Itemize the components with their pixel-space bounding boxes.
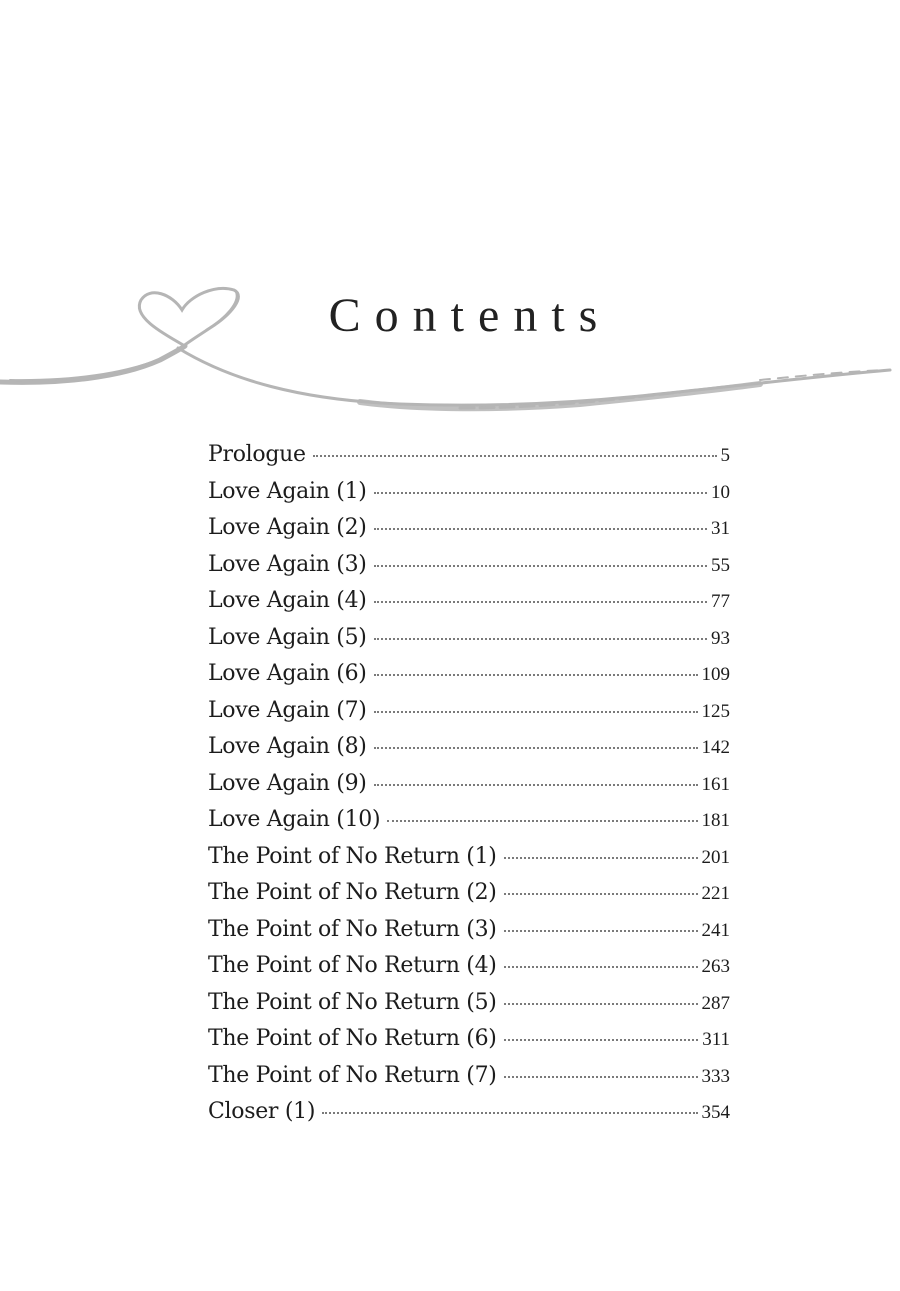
toc-entry-title: Love Again (3) [208,551,367,577]
dot-leader [504,1039,699,1041]
toc-entry-page: 109 [701,664,730,685]
toc-entry-page: 31 [711,518,730,539]
toc-entry[interactable] [208,729,730,766]
dot-leader [374,601,707,603]
toc-entry[interactable] [208,766,730,803]
toc-entry-page: 55 [711,554,730,576]
toc-entry-title: The Point of No Return (5) [208,989,497,1015]
toc-entry[interactable] [208,1021,730,1058]
toc-entry[interactable] [208,620,730,657]
toc-entry[interactable] [208,693,730,730]
toc-entry[interactable] [208,802,730,839]
toc-entry[interactable] [208,1058,730,1095]
toc-entry-title: Love Again (5) [208,624,367,650]
toc-entry-title: Love Again (9) [208,770,367,796]
toc-entry[interactable] [208,474,730,511]
toc-entry-title: Love Again (6) [208,661,367,686]
toc-entry[interactable] [208,985,730,1022]
toc-entry-page: 10 [711,481,730,503]
toc-entry-title: The Point of No Return (2) [208,880,497,905]
dot-leader [504,857,698,859]
toc-entry-page: 221 [701,883,730,904]
toc-entry-page: 77 [711,591,730,612]
toc-entry[interactable] [208,875,730,912]
toc-entry-page: 241 [701,919,730,941]
toc-entry-page: 161 [701,773,730,795]
toc-entry[interactable] [208,510,730,547]
toc-entry-title: The Point of No Return (6) [208,1026,497,1051]
toc-entry-page: 333 [701,1065,730,1087]
toc-entry[interactable] [208,583,730,620]
toc-entry-title: Love Again (10) [208,807,381,832]
dot-leader [504,893,698,895]
toc-entry[interactable] [208,839,730,876]
toc-entry-title: The Point of No Return (1) [208,843,497,869]
toc-entry-page: 181 [701,810,730,831]
toc-entry-title: Love Again (7) [208,697,367,723]
dot-leader [504,966,698,968]
toc-entry-title: The Point of No Return (3) [208,916,497,942]
toc-entry[interactable] [208,437,730,474]
dot-leader [374,784,698,786]
toc-entry[interactable] [208,1094,730,1131]
toc-entry-page: 201 [701,846,730,868]
toc-entry-page: 5 [720,445,730,466]
toc-entry[interactable] [208,656,730,693]
dot-leader [374,528,707,530]
dot-leader [374,492,707,494]
toc-entry-title: The Point of No Return (7) [208,1062,497,1088]
dot-leader [374,747,698,749]
toc-entry-page: 354 [701,1102,730,1123]
dot-leader [504,1003,698,1005]
toc-entry-page: 311 [702,1029,730,1050]
toc-entry-page: 142 [701,737,730,758]
toc-entry-page: 263 [701,956,730,977]
dot-leader [387,820,697,822]
dot-leader [374,565,707,567]
toc-entry-page: 93 [711,627,730,649]
dot-leader [504,930,698,932]
toc-entry-title: Love Again (4) [208,588,367,613]
toc-entry-title: Closer (1) [208,1099,316,1124]
toc-entry[interactable] [208,948,730,985]
page-title: Contents [328,289,612,342]
toc-entry-page: 125 [701,700,730,722]
dot-leader [313,455,717,457]
dot-leader [374,711,698,713]
toc-entry-title: Prologue [208,442,306,467]
table-of-contents [208,437,730,1131]
dot-leader [374,674,698,676]
toc-entry-title: The Point of No Return (4) [208,953,497,978]
dot-leader [504,1076,698,1078]
dot-leader [322,1112,697,1114]
toc-entry-page: 287 [701,992,730,1014]
toc-entry[interactable] [208,912,730,949]
toc-entry-title: Love Again (8) [208,734,367,759]
toc-entry[interactable] [208,547,730,584]
dot-leader [374,638,707,640]
toc-entry-title: Love Again (1) [208,478,367,504]
toc-entry-title: Love Again (2) [208,515,367,540]
